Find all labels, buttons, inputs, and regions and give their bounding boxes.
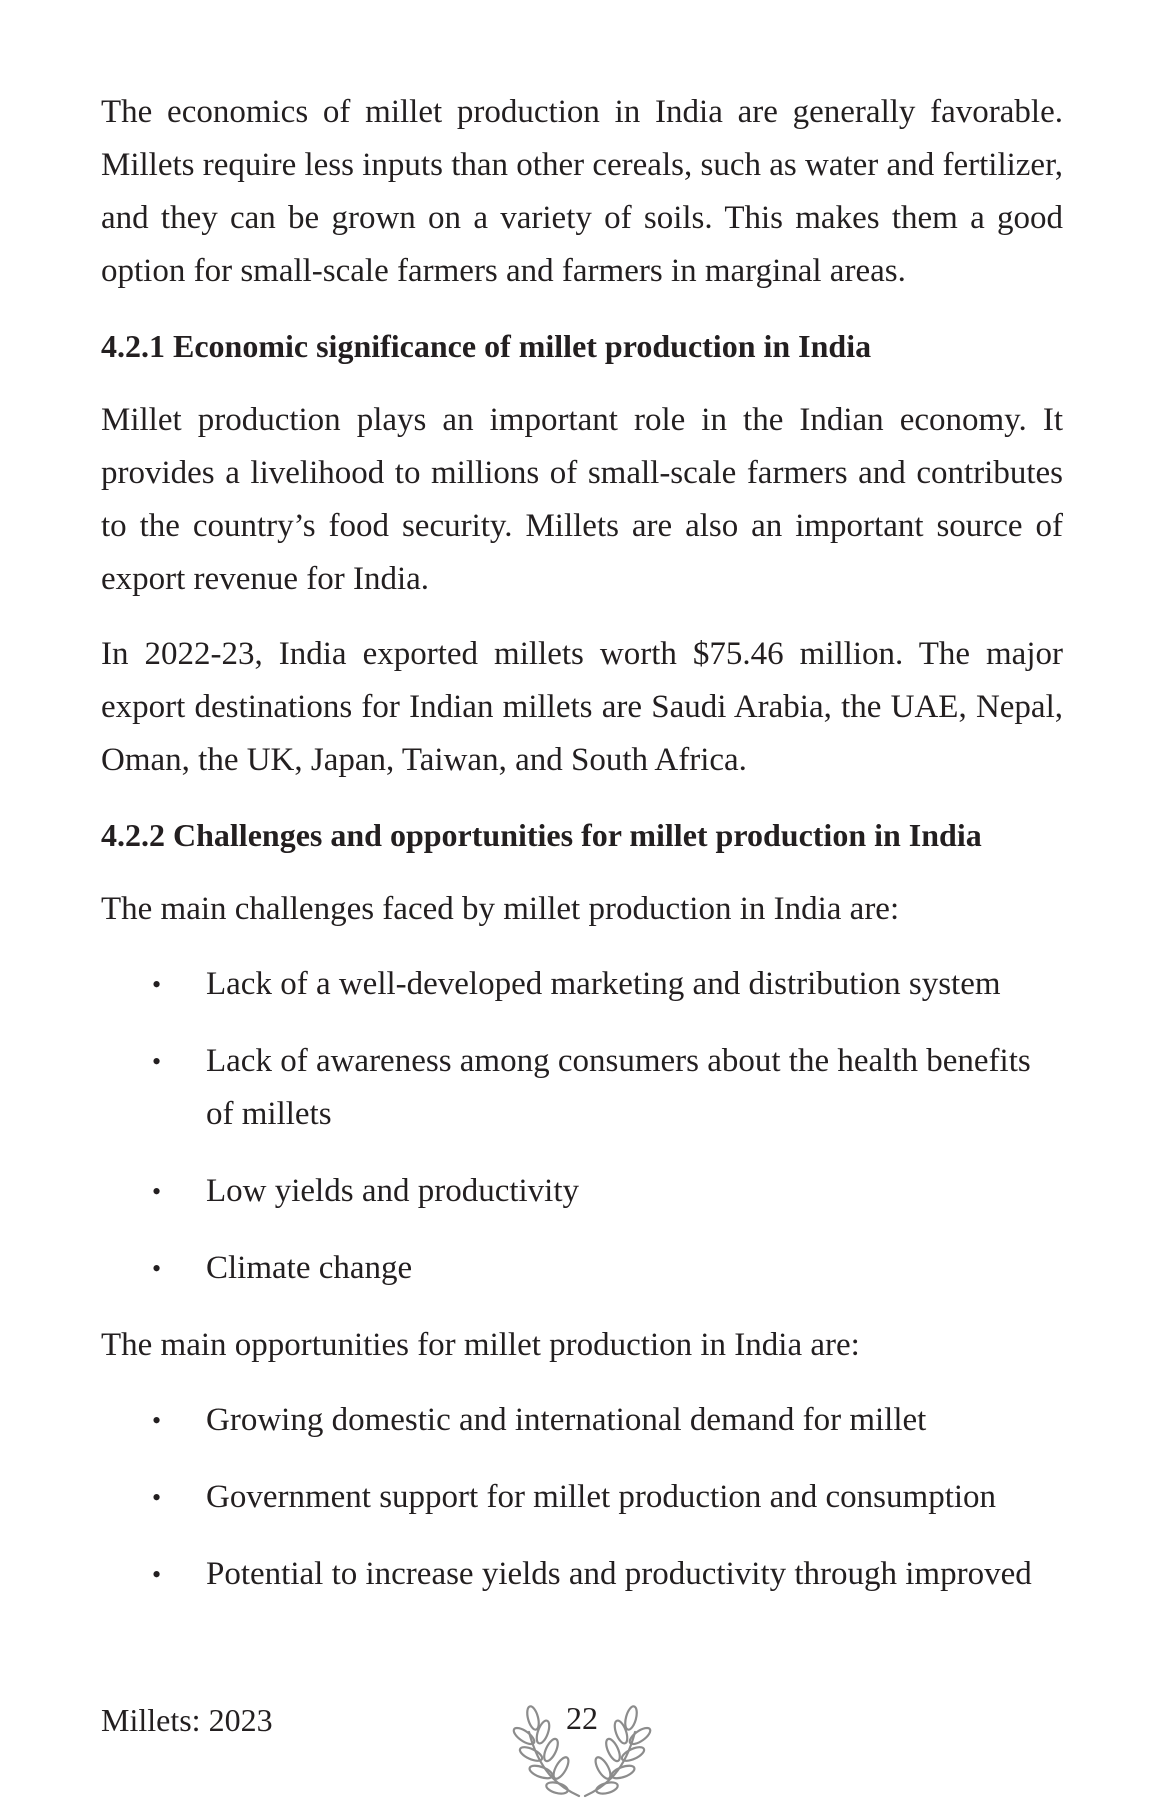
- footer-book-title: Millets: 2023: [101, 1702, 273, 1738]
- list-item-text: Low yields and productivity: [206, 1173, 580, 1209]
- list-item: [101, 1165, 1063, 1218]
- list-item-text: Government support for millet production and consumption: [206, 1479, 997, 1515]
- footer-page-marker: [507, 1688, 657, 1800]
- bullet-icon: •: [152, 1406, 162, 1435]
- list-item: [101, 1394, 1063, 1447]
- challenges-intro: The main challenges faced by millet production in India are:: [101, 891, 900, 927]
- list-item-text: Growing domestic and international demand for millet: [206, 1402, 927, 1438]
- challenges-list: [101, 958, 1063, 1295]
- opportunities-list: [101, 1394, 1063, 1601]
- intro-paragraph: The economics of millet production in India are generally favorable. Millets require less inputs than other cereals, such as water and fertilizer, and they can be grown on a variety of soils. This makes them a good option for small-scale farmers and farmers in marginal areas.: [101, 94, 1063, 289]
- list-item: [101, 1035, 1063, 1141]
- list-item: [101, 958, 1063, 1011]
- bullet-icon: •: [152, 1177, 162, 1206]
- opportunities-intro: The main opportunities for millet production in India are:: [101, 1327, 860, 1363]
- list-item-text: Lack of a well-developed marketing and distribution system: [206, 966, 1001, 1002]
- list-item: [101, 1242, 1063, 1295]
- section-heading-4-2-1: 4.2.1 Economic significance of millet production in India: [101, 328, 872, 364]
- page-number: 22: [566, 1700, 598, 1736]
- body-paragraph: In 2022-23, India exported millets worth $75.46 million. The major export destinations for Indian millets are Saudi Arabia, the UAE, Nepal, Oman, the UK, Japan, Taiwan, and South Africa.: [101, 636, 1063, 778]
- body-paragraph: Millet production plays an important role in the Indian economy. It provides a livelihood to millions of small-scale farmers and contributes to the country’s food security. Millets are also an important source of export revenue for India.: [101, 402, 1063, 597]
- section-heading-4-2-2: 4.2.2 Challenges and opportunities for millet production in India: [101, 817, 982, 853]
- bullet-icon: •: [152, 1560, 162, 1589]
- list-item-text: Lack of awareness among consumers about the health benefits of millets: [206, 1043, 1031, 1132]
- bullet-icon: •: [152, 970, 162, 999]
- list-item-text: Climate change: [206, 1250, 413, 1286]
- page-content: [101, 86, 1063, 1625]
- bullet-icon: •: [152, 1254, 162, 1283]
- list-item: [101, 1548, 1063, 1601]
- bullet-icon: •: [152, 1483, 162, 1512]
- list-item: [101, 1471, 1063, 1524]
- bullet-icon: •: [152, 1047, 162, 1076]
- list-item-text: Potential to increase yields and productivity through improved: [206, 1556, 1032, 1592]
